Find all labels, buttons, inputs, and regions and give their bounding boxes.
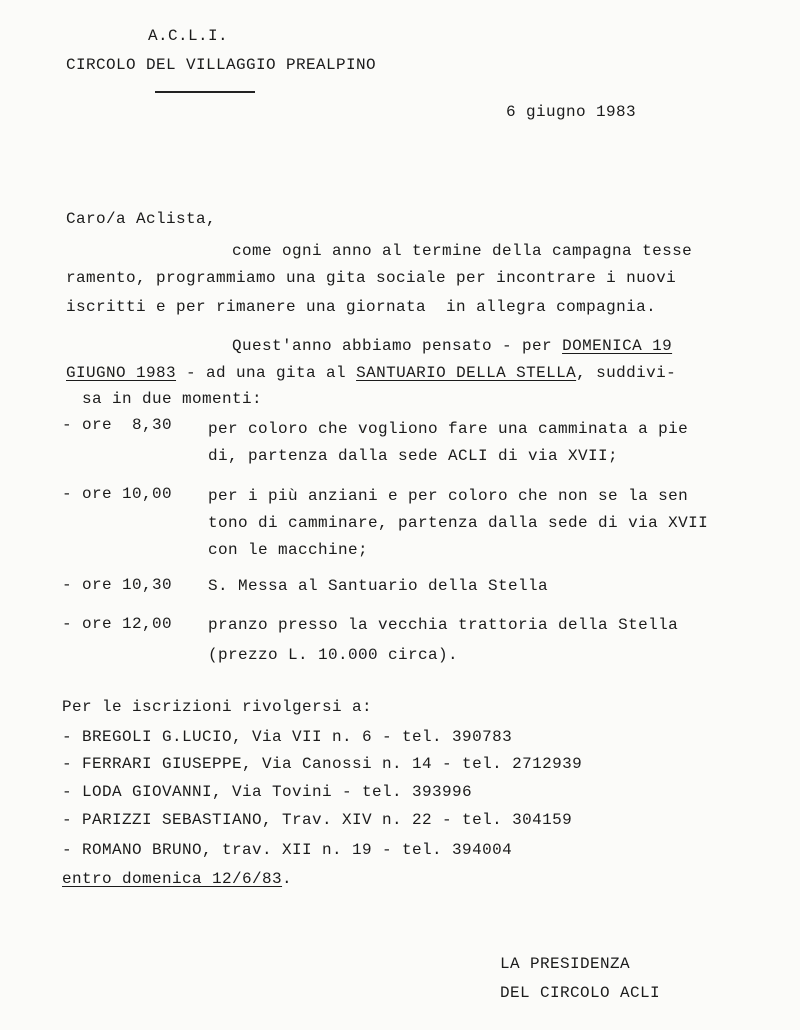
contact-1: - BREGOLI G.LUCIO, Via VII n. 6 - tel. 390783 [62,728,513,746]
para2-line3: sa in due momenti: [82,390,263,408]
schedule-time-3: - ore 10,30 [62,576,173,594]
schedule-desc-2c: con le macchine; [208,541,369,559]
para1-line3: iscritti e per rimanere una giornata in allegra compagnia. [66,298,657,316]
contact-4: - PARIZZI SEBASTIANO, Trav. XIV n. 22 - tel. 304159 [62,811,573,829]
schedule-desc-1a: per coloro che vogliono fare una camminata a pie [208,420,689,438]
schedule-desc-2b: tono di camminare, partenza dalla sede di via XVII [208,514,709,532]
enroll-deadline-line [62,869,292,889]
para2-line1-text: Quest'anno abbiamo pensato - per [232,337,563,355]
event-date-month: GIUGNO 1983 [66,364,177,382]
schedule-desc-2a: per i più anziani e per coloro che non se la sen [208,487,689,505]
schedule-desc-4b: (prezzo L. 10.000 circa). [208,646,459,664]
para2-line2-end: , suddivi- [576,364,677,382]
salutation: Caro/a Aclista, [66,210,217,228]
org-acronym: A.C.L.I. [148,27,229,45]
para2-line1 [232,336,672,356]
signature-line2: DEL CIRCOLO ACLI [500,984,661,1002]
circle-name: CIRCOLO DEL VILLAGGIO PREALPINO [66,56,377,74]
schedule-time-2: - ore 10,00 [62,485,173,503]
enroll-deadline-end: . [282,870,293,888]
schedule-desc-4a: pranzo presso la vecchia trattoria della Stella [208,616,679,634]
para2-line2 [66,363,676,383]
event-date-day: DOMENICA 19 [562,337,673,355]
signature-line1: LA PRESIDENZA [500,955,631,973]
schedule-desc-3: S. Messa al Santuario della Stella [208,577,549,595]
para1-line2: ramento, programmiamo una gita sociale per incontrare i nuovi [66,269,677,287]
contact-5: - ROMANO BRUNO, trav. XII n. 19 - tel. 394004 [62,841,513,859]
enroll-deadline: entro domenica 12/6/83 [62,870,283,888]
para1-line1: come ogni anno al termine della campagna tesse [232,242,693,260]
contact-2: - FERRARI GIUSEPPE, Via Canossi n. 14 - tel. 2712939 [62,755,583,773]
schedule-time-4: - ore 12,00 [62,615,173,633]
event-destination: SANTUARIO DELLA STELLA [356,364,577,382]
letter-date: 6 giugno 1983 [506,103,637,121]
schedule-desc-1b: di, partenza dalla sede ACLI di via XVII; [208,447,619,465]
enroll-intro: Per le iscrizioni rivolgersi a: [62,698,373,716]
header-rule [155,91,255,93]
schedule-time-1: - ore 8,30 [62,416,173,434]
para2-line2-mid: - ad una gita al [176,364,357,382]
contact-3: - LODA GIOVANNI, Via Tovini - tel. 393996 [62,783,473,801]
